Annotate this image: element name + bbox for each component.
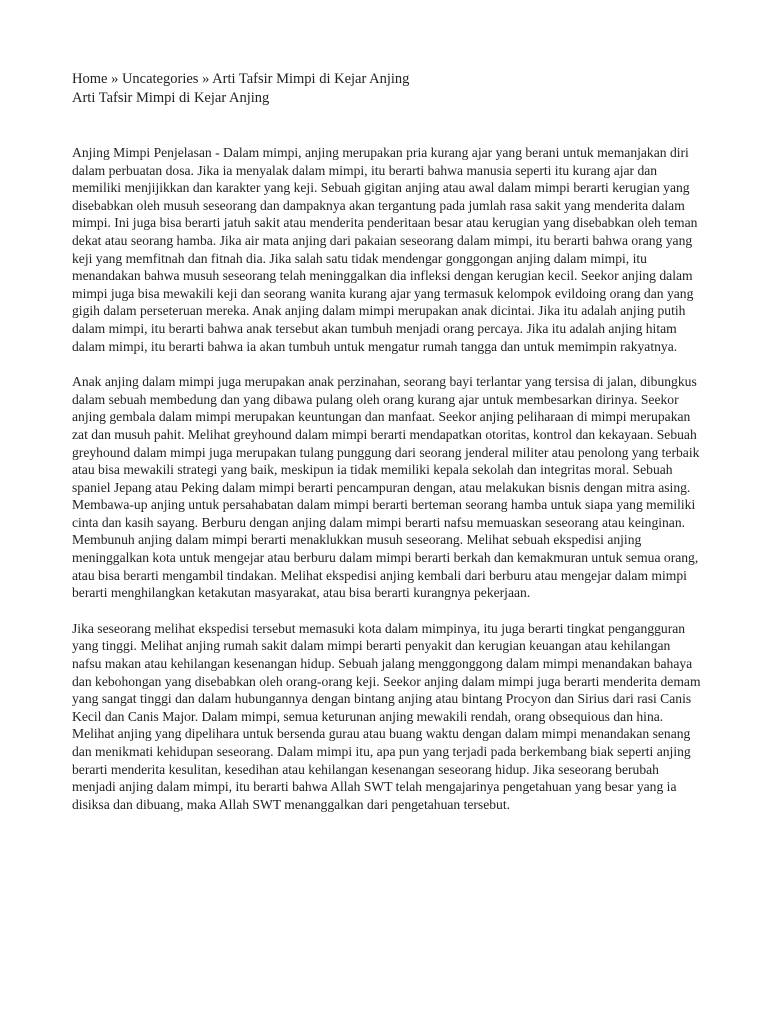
- breadcrumb-home-link[interactable]: Home: [72, 71, 108, 87]
- breadcrumb-category-link[interactable]: Uncategories: [121, 71, 199, 87]
- article-body: [72, 144, 702, 813]
- page-title: Arti Tafsir Mimpi di Kejar Anjing: [72, 90, 270, 106]
- page-content: [72, 70, 702, 831]
- breadcrumb-current: Arti Tafsir Mimpi di Kejar Anjing: [212, 71, 410, 87]
- breadcrumb-separator: »: [107, 71, 122, 87]
- article-paragraph: Anjing Mimpi Penjelasan - Dalam mimpi, anjing merupakan pria kurang ajar yang berani untuk memanjakan diri dalam perbuatan dosa. Jika ia menyalak dalam mimpi, itu berarti bahwa manusia seperti itu kurang ajar dan memiliki menjijikkan dan karakter yang keji. Sebuah gigitan anjing atau awal dalam mimpi berarti kerugian yang disebabkan oleh musuh seseorang dan dampaknya akan tergantung pada jumlah rasa sakit yang menderita dalam mimpi. Ini juga bisa berarti jatuh sakit atau menderita penderitaan besar atau kerugian yang disebabkan oleh teman dekat atau seorang hamba. Jika air mata anjing dari pakaian seseorang dalam mimpi, itu berarti bahwa orang yang keji yang memfitnah dan fitnah dia. Jika salah satu tidak mendengar gonggongan anjing dalam mimpi, itu menandakan bahwa musuh seseorang telah meninggalkan dia infleksi dengan kerugian kecil. Seekor anjing dalam mimpi juga bisa mewakili keji dan seorang wanita kurang ajar yang termasuk kelompok evildoing orang dan yang gigih dalam perseteruan mereka. Anak anjing dalam mimpi merupakan anak dicintai. Jika itu adalah anjing putih dalam mimpi, itu berarti bahwa anak tersebut akan tumbuh menjadi orang percaya. Jika itu adalah anjing hitam dalam mimpi, itu berarti bahwa ia akan tumbuh untuk mengatur rumah tangga dan untuk memimpin rakyatnya.: [72, 145, 698, 354]
- breadcrumb-separator: »: [198, 71, 213, 87]
- article-paragraph: Jika seseorang melihat ekspedisi tersebut memasuki kota dalam mimpinya, itu juga berarti tingkat pengangguran yang tinggi. Melihat anjing rumah sakit dalam mimpi berarti penyakit dan kerugian keuangan atau kehilangan nafsu makan atau kehilangan kesenangan hidup. Sebuah jalang menggonggong dalam mimpi menandakan bahaya dan kebohongan yang disebabkan oleh orang-orang keji. Seekor anjing dalam mimpi juga berarti menderita demam yang sangat tinggi dan dalam hubungannya dengan bintang anjing atau bintang Procyon dan Sirius dari rasi Canis Kecil dan Canis Major. Dalam mimpi, semua keturunan anjing mewakili rendah, orang obsequious dan hina. Melihat anjing yang dipelihara untuk bersenda gurau atau buang waktu dengan dalam mimpi menandakan senang dan menikmati kehidupan seseorang. Dalam mimpi itu, apa pun yang terjadi pada berkembang biak seperti anjing berarti menderita kesulitan, kesedihan atau kehilangan kesenangan seseorang hidup. Jika seseorang berubah menjadi anjing dalam mimpi, itu berarti bahwa Allah SWT telah mengajarinya pengetahuan yang besar yang ia disiksa dan dibuang, maka Allah SWT menanggalkan dari pengetahuan tersebut.: [72, 620, 701, 812]
- breadcrumb: [72, 70, 702, 89]
- article-paragraph: Anak anjing dalam mimpi juga merupakan anak perzinahan, seorang bayi terlantar yang tersisa di jalan, dibungkus dalam sebuah membedung dan yang dibawa pulang oleh orang kurang ajar untuk membesarkan dirinya. Seekor anjing gembala dalam mimpi merupakan keuntungan dan manfaat. Seekor anjing peliharaan di mimpi merupakan zat dan musuh pahit. Melihat greyhound dalam mimpi berarti mendapatkan otoritas, kontrol dan kekayaan. Sebuah greyhound dalam mimpi juga merupakan tulang punggung dari seorang jenderal militer atau penolong yang terbaik atau bisa mewakili strategi yang baik, meskipun ia tidak memiliki kepala sekolah dan integritas moral. Sebuah spaniel Jepang atau Peking dalam mimpi berarti pencampuran dengan, atau melakukan bisnis dengan mitra asing. Membawa-up anjing untuk persahabatan dalam mimpi berarti berteman seorang hamba untuk siapa yang memiliki cinta dan kasih sayang. Berburu dengan anjing dalam mimpi berarti nafsu memuaskan seseorang atau keinginan. Membunuh anjing dalam mimpi berarti menaklukkan musuh seseorang. Melihat sebuah ekspedisi anjing meninggalkan kota untuk mengejar atau berburu dalam mimpi berarti berkah dan kemakmuran untuk semua orang, atau bisa berarti mengambil tindakan. Melihat ekspedisi anjing kembali dari berburu atau mengejar dalam mimpi berarti menghilangkan ketakutan masyarakat, atau bisa berarti kurangnya pekerjaan.: [72, 374, 700, 601]
